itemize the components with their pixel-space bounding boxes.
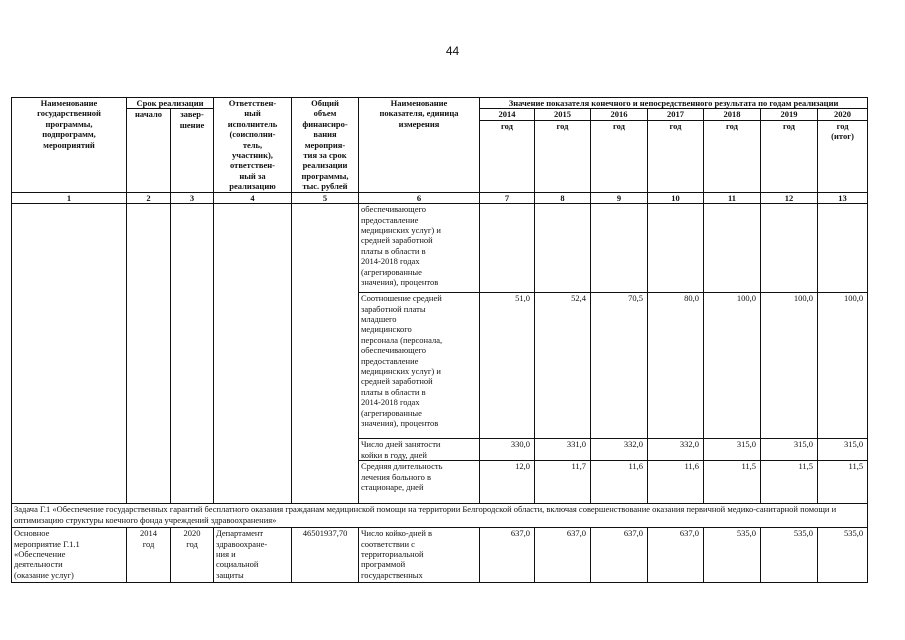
column-number: 13	[818, 192, 868, 203]
column-number: 9	[591, 192, 648, 203]
cell-value	[480, 204, 535, 293]
cell-value: 535,0	[761, 528, 818, 583]
activity-name: Основное мероприятие Г.1.1 «Обеспечение деятельности (оказание услуг)	[12, 528, 127, 583]
column-number: 8	[535, 192, 591, 203]
header-term: Срок реализации	[127, 98, 214, 109]
cell-indicator: Средняя длительность лечения больного в стационаре, дней	[359, 461, 480, 504]
header-executor: Ответствен- ный исполнитель (соисполни- тель, участник), ответствен- ный за реализацию	[214, 98, 292, 193]
cell-value: 12,0	[480, 461, 535, 504]
task-text: Задача Г.1 «Обеспечение государственных гарантий бесплатного оказания гражданам медицинской помощи на территории Белгородской области, включая совершенствование оказания первичной медико-санитарной помощи и оптимизацию структуры коечного фонда учреждений здравоохранения»	[12, 504, 868, 528]
cell-value: 11,5	[704, 461, 761, 504]
column-number: 6	[359, 192, 480, 203]
cell-value: 637,0	[480, 528, 535, 583]
column-number: 4	[214, 192, 292, 203]
cell-program	[12, 204, 127, 504]
cell-value: 315,0	[818, 439, 868, 461]
cell-value: 315,0	[761, 439, 818, 461]
cell-value	[704, 204, 761, 293]
activity-row	[12, 528, 868, 583]
header-year: 2015	[535, 109, 591, 120]
cell-value: 535,0	[818, 528, 868, 583]
header-start: начало	[127, 109, 171, 192]
task-row	[12, 504, 868, 528]
cell-value: 332,0	[648, 439, 704, 461]
header-year: 2016	[591, 109, 648, 120]
cell-value: 637,0	[535, 528, 591, 583]
column-number: 3	[171, 192, 214, 203]
header-end: завер- шение	[171, 109, 214, 192]
header-year-sub: год	[704, 120, 761, 192]
cell-value: 332,0	[591, 439, 648, 461]
cell-indicator: обеспечивающего предоставление медицинских услуг) и средней заработной платы в области в 2014-2018 годах (агрегированные значения), процентов	[359, 204, 480, 293]
header-year: 2020	[818, 109, 868, 120]
header-year: 2014	[480, 109, 535, 120]
cell-value: 100,0	[761, 293, 818, 439]
cell-value: 315,0	[704, 439, 761, 461]
header-year-sub: год (итог)	[818, 120, 868, 192]
cell-indicator: Число дней занятости койки в году, дней	[359, 439, 480, 461]
cell-value: 51,0	[480, 293, 535, 439]
header-program: Наименование государственной программы, подпрограмм, мероприятий	[12, 98, 127, 193]
cell-value: 100,0	[704, 293, 761, 439]
header-year: 2017	[648, 109, 704, 120]
cell-indicator: Соотношение средней заработной платы младшего медицинского персонала (персонала, обеспечивающего предоставление медицинских услуг) и средней заработной платы в области в 2014-2018 годах (агрегированные значения), процентов	[359, 293, 480, 439]
header-year-sub: год	[761, 120, 818, 192]
column-number: 2	[127, 192, 171, 203]
cell-executor	[214, 204, 292, 504]
activity-end: 2020 год	[171, 528, 214, 583]
header-year: 2019	[761, 109, 818, 120]
activity-executor: Департамент здравоохране- ния и социальной защиты	[214, 528, 292, 583]
activity-indicator: Число койко-дней в соответствии с территориальной программой государственных	[359, 528, 480, 583]
cell-value: 11,7	[535, 461, 591, 504]
cell-value: 11,5	[818, 461, 868, 504]
header-year-sub: год	[648, 120, 704, 192]
column-number: 1	[12, 192, 127, 203]
cell-value	[591, 204, 648, 293]
header-finance: Общий объем финансиро- вания мероприя- тия за срок реализации программы, тыс. рублей	[292, 98, 359, 193]
header-year-sub: год	[480, 120, 535, 192]
cell-value: 637,0	[648, 528, 704, 583]
cell-value: 330,0	[480, 439, 535, 461]
table-row	[12, 204, 868, 293]
cell-value: 11,6	[591, 461, 648, 504]
column-number: 10	[648, 192, 704, 203]
cell-value	[818, 204, 868, 293]
cell-value: 331,0	[535, 439, 591, 461]
header-year: 2018	[704, 109, 761, 120]
column-number: 5	[292, 192, 359, 203]
cell-value: 11,6	[648, 461, 704, 504]
cell-value: 52,4	[535, 293, 591, 439]
cell-finance	[292, 204, 359, 504]
cell-value	[535, 204, 591, 293]
header-values: Значение показателя конечного и непосредственного результата по годам реализации	[480, 98, 868, 109]
cell-value: 100,0	[818, 293, 868, 439]
cell-value	[648, 204, 704, 293]
header-indicator: Наименование показателя, единица измерения	[359, 98, 480, 193]
page-number: 44	[445, 44, 460, 58]
cell-value: 535,0	[704, 528, 761, 583]
cell-value: 637,0	[591, 528, 648, 583]
cell-start	[127, 204, 171, 504]
column-number: 11	[704, 192, 761, 203]
column-number: 12	[761, 192, 818, 203]
column-number: 7	[480, 192, 535, 203]
activity-start: 2014 год	[127, 528, 171, 583]
cell-value: 70,5	[591, 293, 648, 439]
cell-value: 80,0	[648, 293, 704, 439]
activity-finance: 46501937,70	[292, 528, 359, 583]
indicators-table	[11, 97, 868, 583]
cell-end	[171, 204, 214, 504]
cell-value: 11,5	[761, 461, 818, 504]
cell-value	[761, 204, 818, 293]
header-year-sub: год	[591, 120, 648, 192]
header-year-sub: год	[535, 120, 591, 192]
